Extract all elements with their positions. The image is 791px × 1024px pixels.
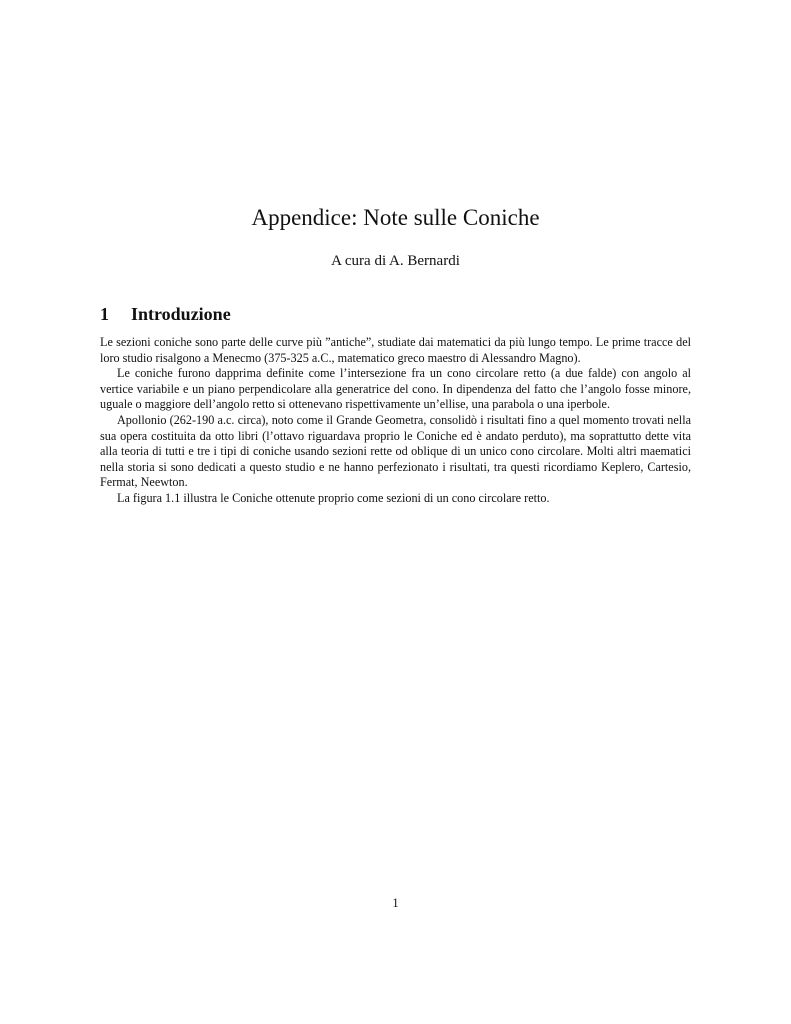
section-title: Introduzione bbox=[131, 304, 231, 324]
section-number: 1 bbox=[100, 304, 109, 324]
page-number: 1 bbox=[392, 896, 399, 910]
paragraph-2: Le coniche furono dapprima definite come l’intersezione fra un cono circolare retto (a due falde) con angolo al vertice variabile e un piano perpendicolare alla generatrice del cono. In dipendenza del fatto che l’angolo fosse minore, uguale o maggiore dell’angolo retto si ottenevano rispettivamente un’ellise, una parabola o una iperbole. bbox=[100, 366, 691, 412]
paragraph-1: Le sezioni coniche sono parte delle curve più ”antiche”, studiate dai matematici da più lungo tempo. Le prime tracce del loro studio risalgono a Menecmo (375-325 a.C., matematico greco maestro di Alessandro Magno). bbox=[100, 335, 691, 365]
section-heading bbox=[100, 304, 231, 325]
paragraph-3: Apollonio (262-190 a.c. circa), noto come il Grande Geometra, consolidò i risultati fino a quel momento trovati nella sua opera costituita da otto libri (l’ottavo riguardava proprio le Coniche ed è andato perduto), ma soprattutto dette vita alla teoria di tutti e tre i tipi di coniche usando sezioni rette od oblique di un unico cono circolare. Molti altri maematici nella storia si sono dedicati a questo studio e ne hanno perfezionato i risultati, tra questi ricordiamo Keplero, Cartesio, Fermat, Neewton. bbox=[100, 412, 691, 490]
document-author: A cura di A. Bernardi bbox=[331, 253, 460, 269]
paragraph-4: La figura 1.1 illustra le Coniche ottenute proprio come sezioni di un cono circolare retto. bbox=[117, 490, 550, 505]
section-body bbox=[100, 335, 691, 507]
document-title: Appendice: Note sulle Coniche bbox=[251, 205, 540, 230]
